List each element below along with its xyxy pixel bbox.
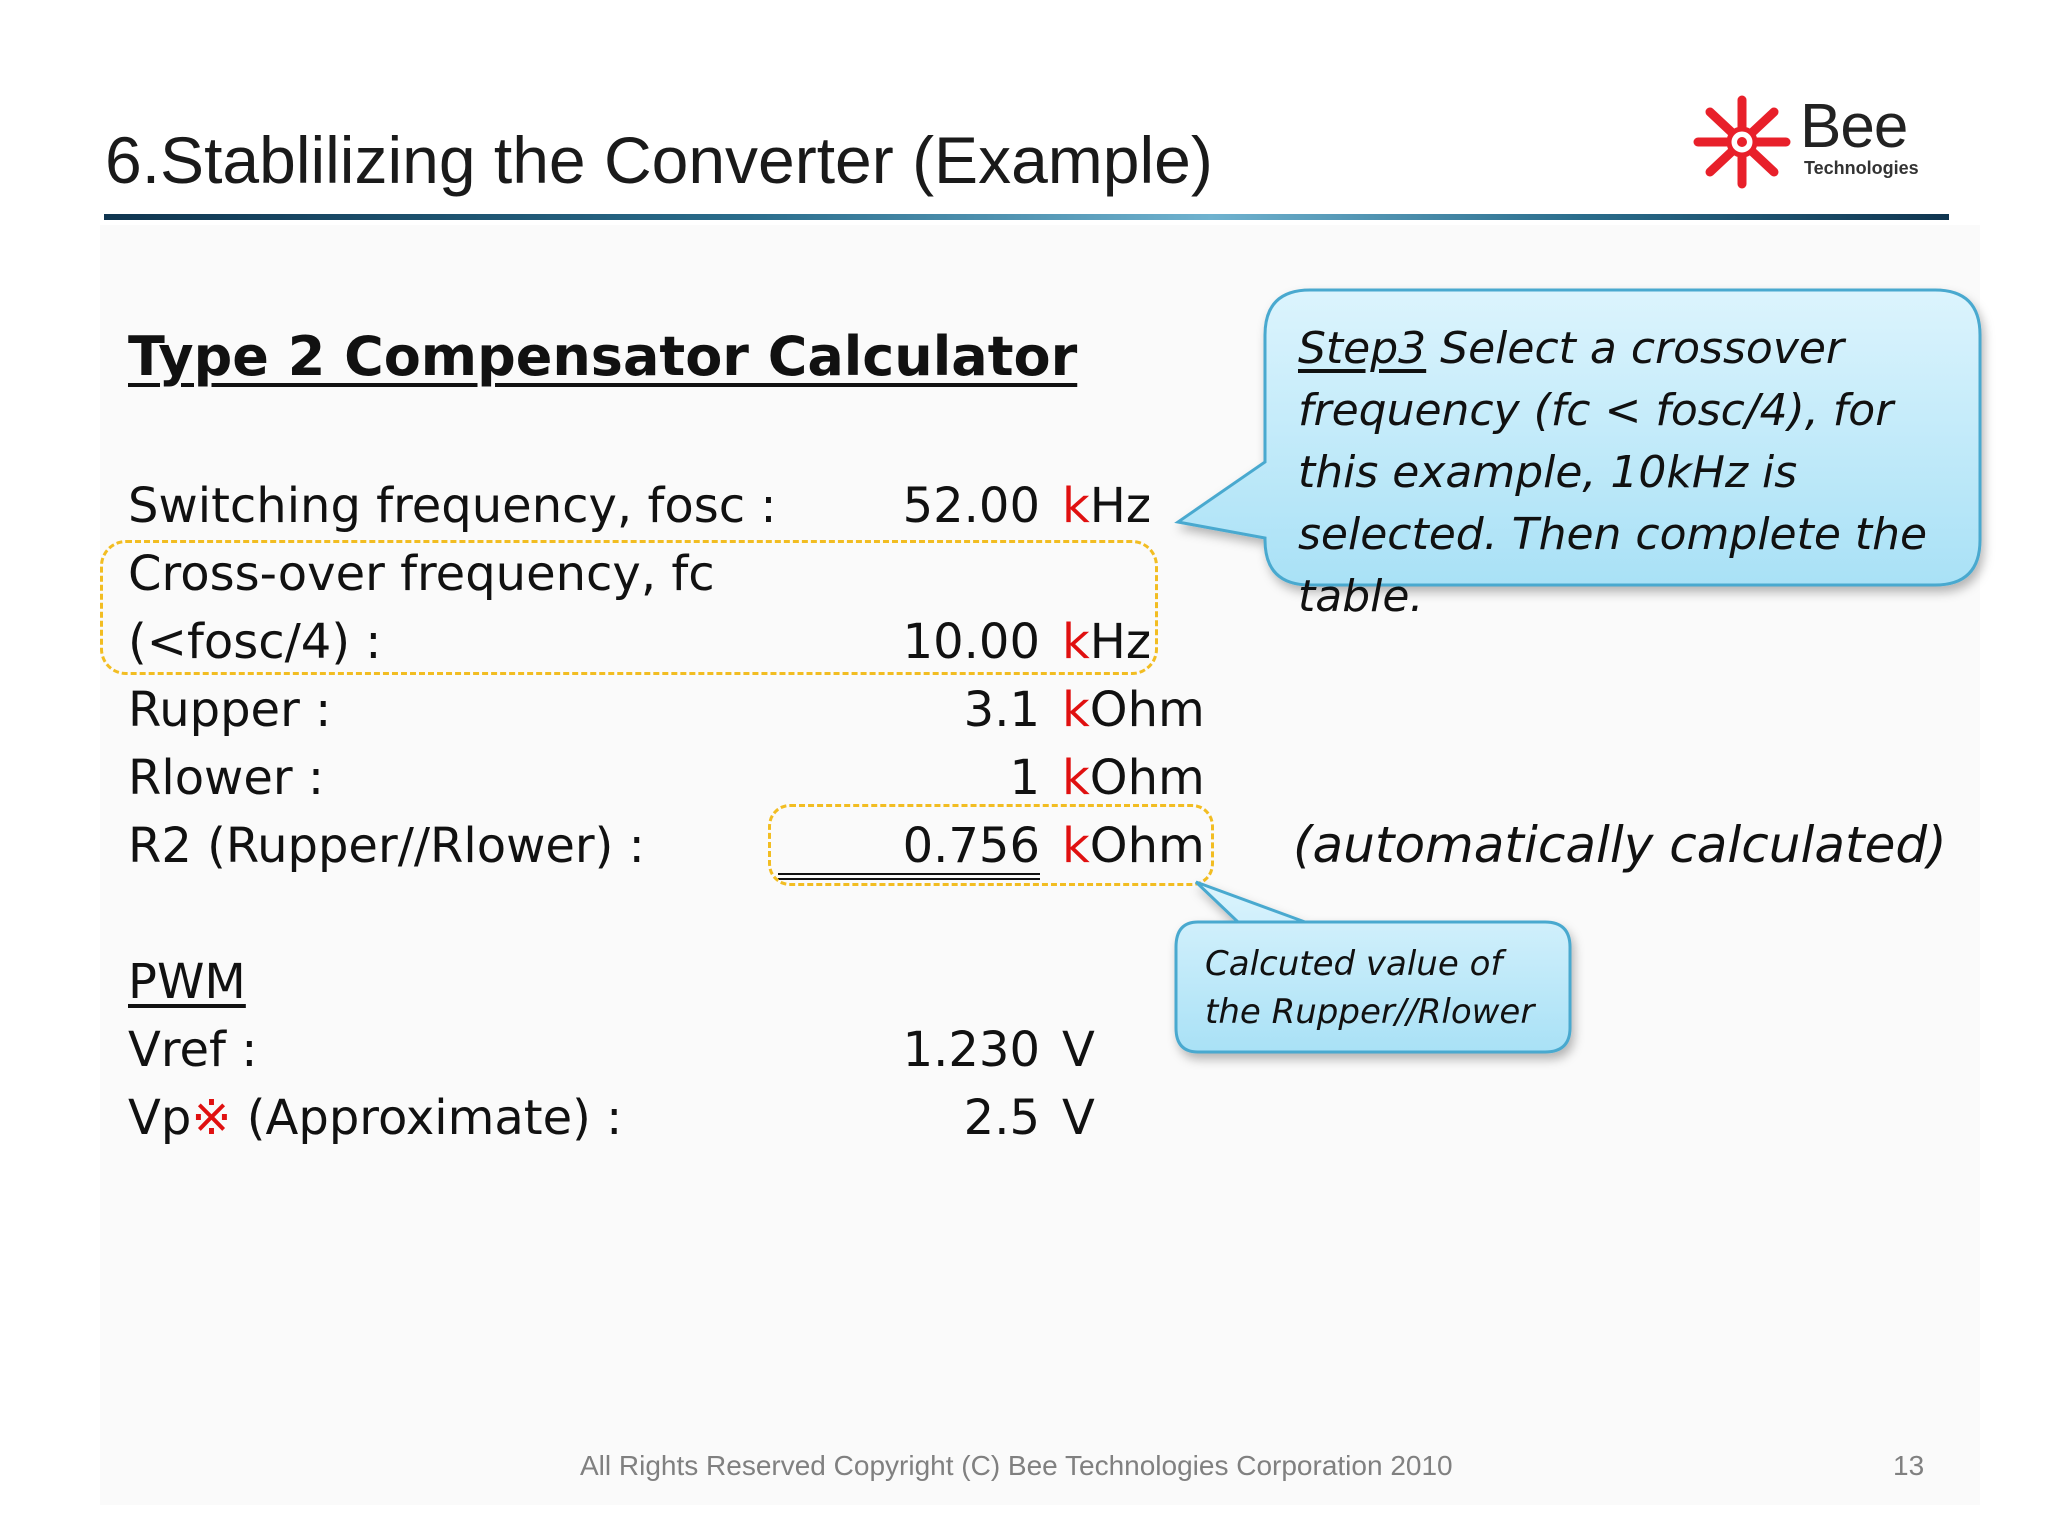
calculator-title: Type 2 Compensator Calculator (128, 325, 1078, 388)
vref-value: 1.230 (902, 1022, 1040, 1078)
rupper-label: Rupper : (128, 682, 332, 738)
vp-label-prefix: Vp (128, 1090, 192, 1146)
calc-callout-text: Calcuted value of the Rupper//Rlower (1205, 944, 1535, 1032)
vp-value: 2.5 (963, 1090, 1040, 1146)
unit-prefix: k (1062, 818, 1090, 874)
rupper-value: 3.1 (963, 682, 1040, 738)
step3-label: Step3 (1298, 323, 1427, 374)
switching-frequency-value: 52.00 (902, 478, 1040, 534)
crossover-frequency-label-line2: (<fosc/4) : (128, 614, 382, 670)
unit-base: Ohm (1089, 818, 1205, 874)
r2-value: 0.756 (902, 818, 1040, 874)
unit-prefix: k (1062, 478, 1090, 534)
crossover-frequency-label-line1: Cross-over frequency, fc (128, 546, 715, 602)
unit-prefix: k (1062, 682, 1090, 738)
slide-title: 6.Stablilizing the Converter (Example) (105, 123, 1213, 197)
unit-prefix: k (1062, 614, 1090, 670)
vp-label-suffix: (Approximate) : (231, 1090, 623, 1146)
step3-callout-text (1298, 318, 1938, 628)
vref-label: Vref : (128, 1022, 258, 1078)
logo-wordmark: Bee (1800, 92, 1908, 161)
crossover-frequency-value: 10.00 (902, 614, 1040, 670)
unit-base: Hz (1089, 614, 1152, 670)
page-number: 13 (1893, 1450, 1925, 1481)
reference-mark: ※ (191, 1090, 232, 1146)
unit-prefix: k (1062, 750, 1090, 806)
step3-description: Select a crossover frequency (fc < fosc/4), for this example, 10kHz is selected. Then complete the table. (1298, 323, 1928, 622)
pwm-heading: PWM (128, 954, 246, 1010)
r2-label: R2 (Rupper//Rlower) : (128, 818, 645, 874)
auto-calculated-note: (automatically calculated) (1293, 816, 1947, 874)
unit-base: Ohm (1089, 750, 1205, 806)
switching-frequency-label: Switching frequency, fosc : (128, 478, 777, 534)
vref-unit: V (1062, 1022, 1095, 1078)
rlower-value: 1 (1009, 750, 1040, 806)
unit-base: Ohm (1089, 682, 1205, 738)
copyright-footer: All Rights Reserved Copyright (C) Bee Technologies Corporation 2010 (580, 1450, 1453, 1481)
rlower-label: Rlower : (128, 750, 325, 806)
vp-unit: V (1062, 1090, 1095, 1146)
unit-base: Hz (1089, 478, 1152, 534)
logo-subtitle: Technologies (1804, 158, 1919, 178)
